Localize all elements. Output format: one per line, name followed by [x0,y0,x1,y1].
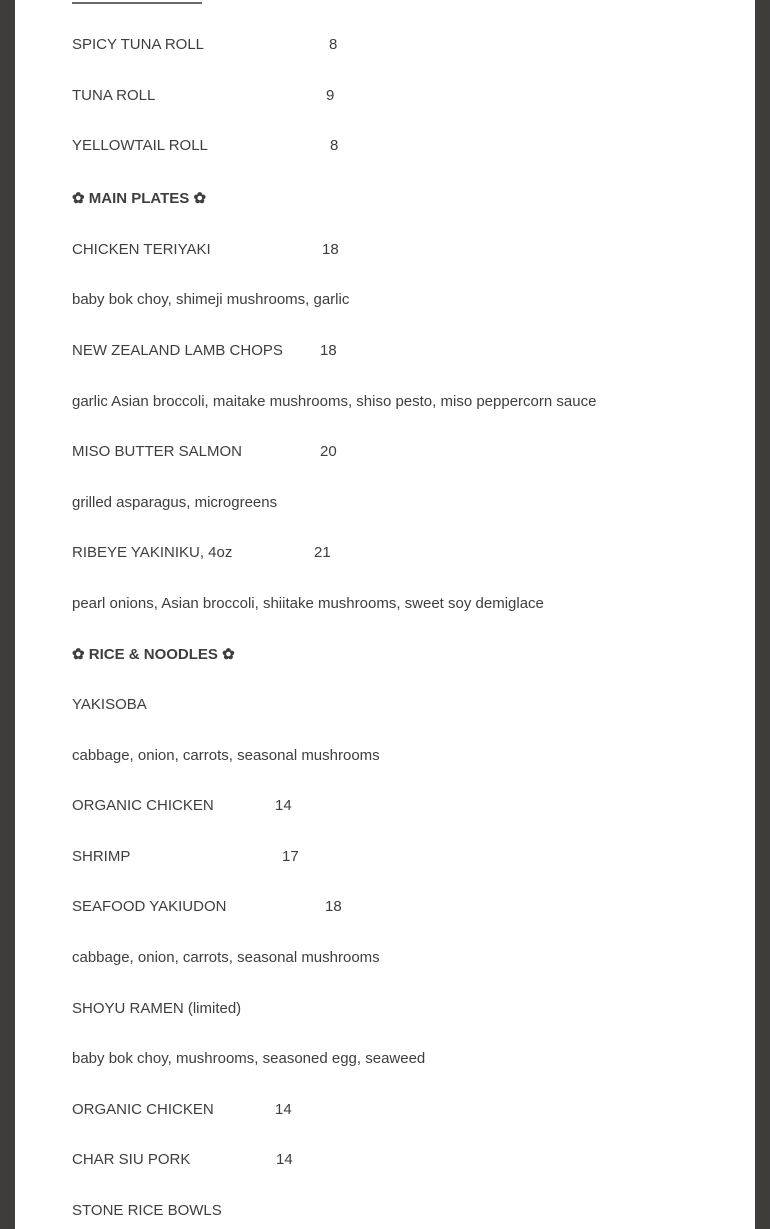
menu-item-price: 9 [326,87,335,104]
menu-item-name: ORGANIC CHICKEN [72,797,214,814]
menu-item-price: 8 [329,36,338,53]
menu-item-description: grilled asparagus, microgreens [72,494,278,511]
menu-item-name: MISO BUTTER SALMON [72,443,243,460]
menu-item-price: 20 [320,443,337,460]
menu-item-name: NEW ZEALAND LAMB CHOPS [72,342,283,359]
menu-item-price: 8 [330,137,339,154]
menu-item-name: YAKISOBA [72,696,147,713]
menu-item-name: CHAR SIU PORK [72,1151,191,1168]
menu-item-description: cabbage, onion, carrots, seasonal mushrooms [72,747,380,764]
menu-item-name: SHOYU RAMEN (limited) [72,1000,242,1017]
menu-item-name: RIBEYE YAKINIKU, 4oz [72,544,233,561]
menu-page [15,0,755,1229]
menu-item-price: 14 [275,797,292,814]
menu-item-name: CHICKEN TERIYAKI [72,241,211,258]
menu-item-description: baby bok choy, mushrooms, seasoned egg, seaweed [72,1050,426,1067]
menu-item-price: 14 [275,1101,292,1118]
menu-item-name: SEAFOOD YAKIUDON [72,898,227,915]
menu-item-price: 18 [320,342,337,359]
menu-item-name: TUNA ROLL [72,87,156,104]
menu-item-description: pearl onions, Asian broccoli, shiitake mushrooms, sweet soy demiglace [72,595,544,612]
menu-item-description: garlic Asian broccoli, maitake mushrooms, shiso pesto, miso peppercorn sauce [72,393,597,410]
menu-item-price: 18 [322,241,339,258]
section-heading-main-plates: ✿ MAIN PLATES ✿ [72,190,207,207]
menu-item-name: YELLOWTAIL ROLL [72,137,208,154]
menu-item-description: cabbage, onion, carrots, seasonal mushrooms [72,949,380,966]
menu-item-description: baby bok choy, shimeji mushrooms, garlic [72,291,350,308]
section-heading-rice-noodles: ✿ RICE & NOODLES ✿ [72,646,235,663]
menu-item-price: 17 [282,848,299,865]
menu-item-name: STONE RICE BOWLS [72,1202,222,1219]
menu-item-name: SHRIMP [72,848,131,865]
menu-item-name: SPICY TUNA ROLL [72,36,204,53]
menu-item-price: 18 [325,898,342,915]
menu-item-price: 14 [276,1151,293,1168]
menu-item-price: 21 [314,544,331,561]
menu-item-name: ORGANIC CHICKEN [72,1101,214,1118]
cropped-heading-fragment [72,0,202,4]
